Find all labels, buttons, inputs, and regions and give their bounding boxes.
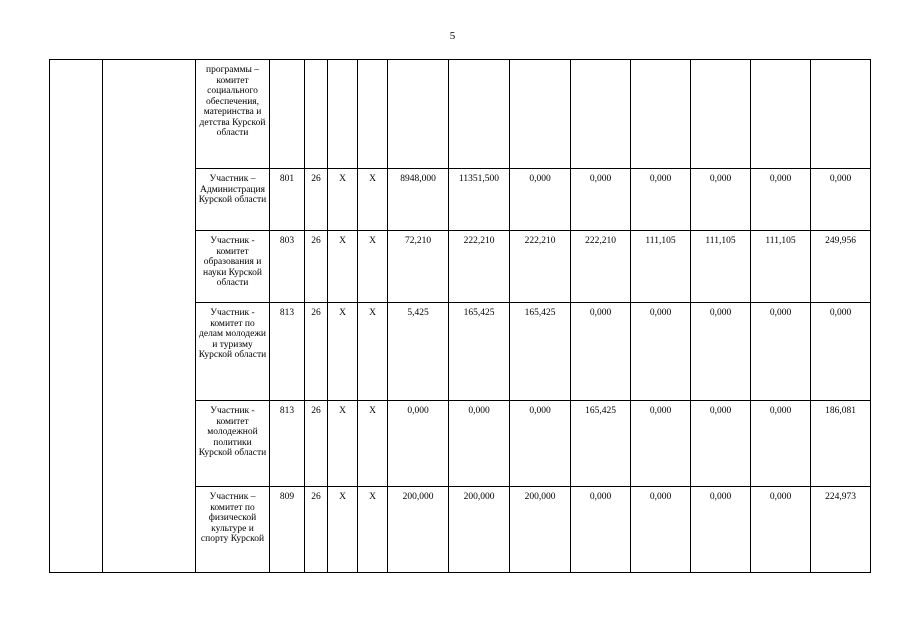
table-cell: 249,956 <box>811 231 871 303</box>
table-cell: 0,000 <box>691 487 751 573</box>
table-cell: 0,000 <box>571 487 631 573</box>
table-cell: 224,973 <box>811 487 871 573</box>
table-cell: 0,000 <box>811 303 871 401</box>
table-cell: X <box>328 401 358 487</box>
table-cell: 0,000 <box>631 303 691 401</box>
table-cell: 186,081 <box>811 401 871 487</box>
table-cell: 5,425 <box>388 303 449 401</box>
table-cell: 0,000 <box>510 401 571 487</box>
table-cell: 200,000 <box>449 487 510 573</box>
table-cell <box>631 60 691 169</box>
table-cell: 26 <box>305 487 328 573</box>
table-cell: 0,000 <box>510 169 571 231</box>
table-cell: 0,000 <box>571 303 631 401</box>
table-cell: 0,000 <box>631 169 691 231</box>
table-cell: 0,000 <box>388 401 449 487</box>
table-cell: 165,425 <box>571 401 631 487</box>
table-cell: 200,000 <box>510 487 571 573</box>
participant-name-cell: Участник - комитет молодежной политики Курской области <box>196 401 270 487</box>
page-number: 5 <box>449 30 456 42</box>
table-cell: X <box>328 231 358 303</box>
table-cell: X <box>358 169 388 231</box>
table-cell: 0,000 <box>631 487 691 573</box>
table-cell: 813 <box>270 401 305 487</box>
table-cell: 26 <box>305 231 328 303</box>
table-cell: 0,000 <box>691 303 751 401</box>
participant-name-cell: Участник – Администрация Курской области <box>196 169 270 231</box>
table-cell: 0,000 <box>751 487 811 573</box>
table-cell: 8948,000 <box>388 169 449 231</box>
table-cell <box>305 60 328 169</box>
table-cell: 72,210 <box>388 231 449 303</box>
table-cell <box>510 60 571 169</box>
table-cell: 0,000 <box>811 169 871 231</box>
participant-name-cell: Участник – комитет по физической культуре и спорту Курской <box>196 487 270 573</box>
table-cell: 222,210 <box>571 231 631 303</box>
blank-col-2 <box>103 60 196 573</box>
table-cell <box>328 60 358 169</box>
table-cell: 11351,500 <box>449 169 510 231</box>
table-cell <box>751 60 811 169</box>
table-cell: 0,000 <box>691 401 751 487</box>
table-cell: X <box>358 303 388 401</box>
table-cell: 0,000 <box>751 303 811 401</box>
participant-name-cell: программы – комитет социального обеспечения, материнства и детства Курской области <box>196 60 270 169</box>
table-cell: 801 <box>270 169 305 231</box>
table-cell: 111,105 <box>631 231 691 303</box>
table-cell: X <box>328 169 358 231</box>
table-cell: X <box>358 487 388 573</box>
table-cell: 0,000 <box>751 401 811 487</box>
table-cell <box>811 60 871 169</box>
table-cell <box>449 60 510 169</box>
table-cell: 111,105 <box>751 231 811 303</box>
table-cell: X <box>328 303 358 401</box>
table-cell: 809 <box>270 487 305 573</box>
participant-name-cell: Участник - комитет по делам молодежи и туризму Курской области <box>196 303 270 401</box>
budget-table <box>49 59 871 573</box>
table-cell: 803 <box>270 231 305 303</box>
table-cell: X <box>328 487 358 573</box>
table-cell: 0,000 <box>449 401 510 487</box>
table-cell: 813 <box>270 303 305 401</box>
table-cell <box>691 60 751 169</box>
table-cell: 26 <box>305 303 328 401</box>
table-cell <box>270 60 305 169</box>
table-cell: X <box>358 401 388 487</box>
table-cell: 200,000 <box>388 487 449 573</box>
table-cell: 0,000 <box>571 169 631 231</box>
participant-name-cell: Участник - комитет образования и науки Курской области <box>196 231 270 303</box>
table-cell: 0,000 <box>631 401 691 487</box>
table-cell: 0,000 <box>691 169 751 231</box>
table-cell: 165,425 <box>449 303 510 401</box>
table-row <box>50 60 871 169</box>
table-cell <box>388 60 449 169</box>
blank-col-1 <box>50 60 103 573</box>
table-cell: 222,210 <box>449 231 510 303</box>
table-cell: 165,425 <box>510 303 571 401</box>
table-cell: X <box>358 231 388 303</box>
table-cell: 0,000 <box>751 169 811 231</box>
table-cell: 222,210 <box>510 231 571 303</box>
table-cell <box>571 60 631 169</box>
table-cell: 26 <box>305 169 328 231</box>
table-cell <box>358 60 388 169</box>
table-cell: 26 <box>305 401 328 487</box>
table-cell: 111,105 <box>691 231 751 303</box>
